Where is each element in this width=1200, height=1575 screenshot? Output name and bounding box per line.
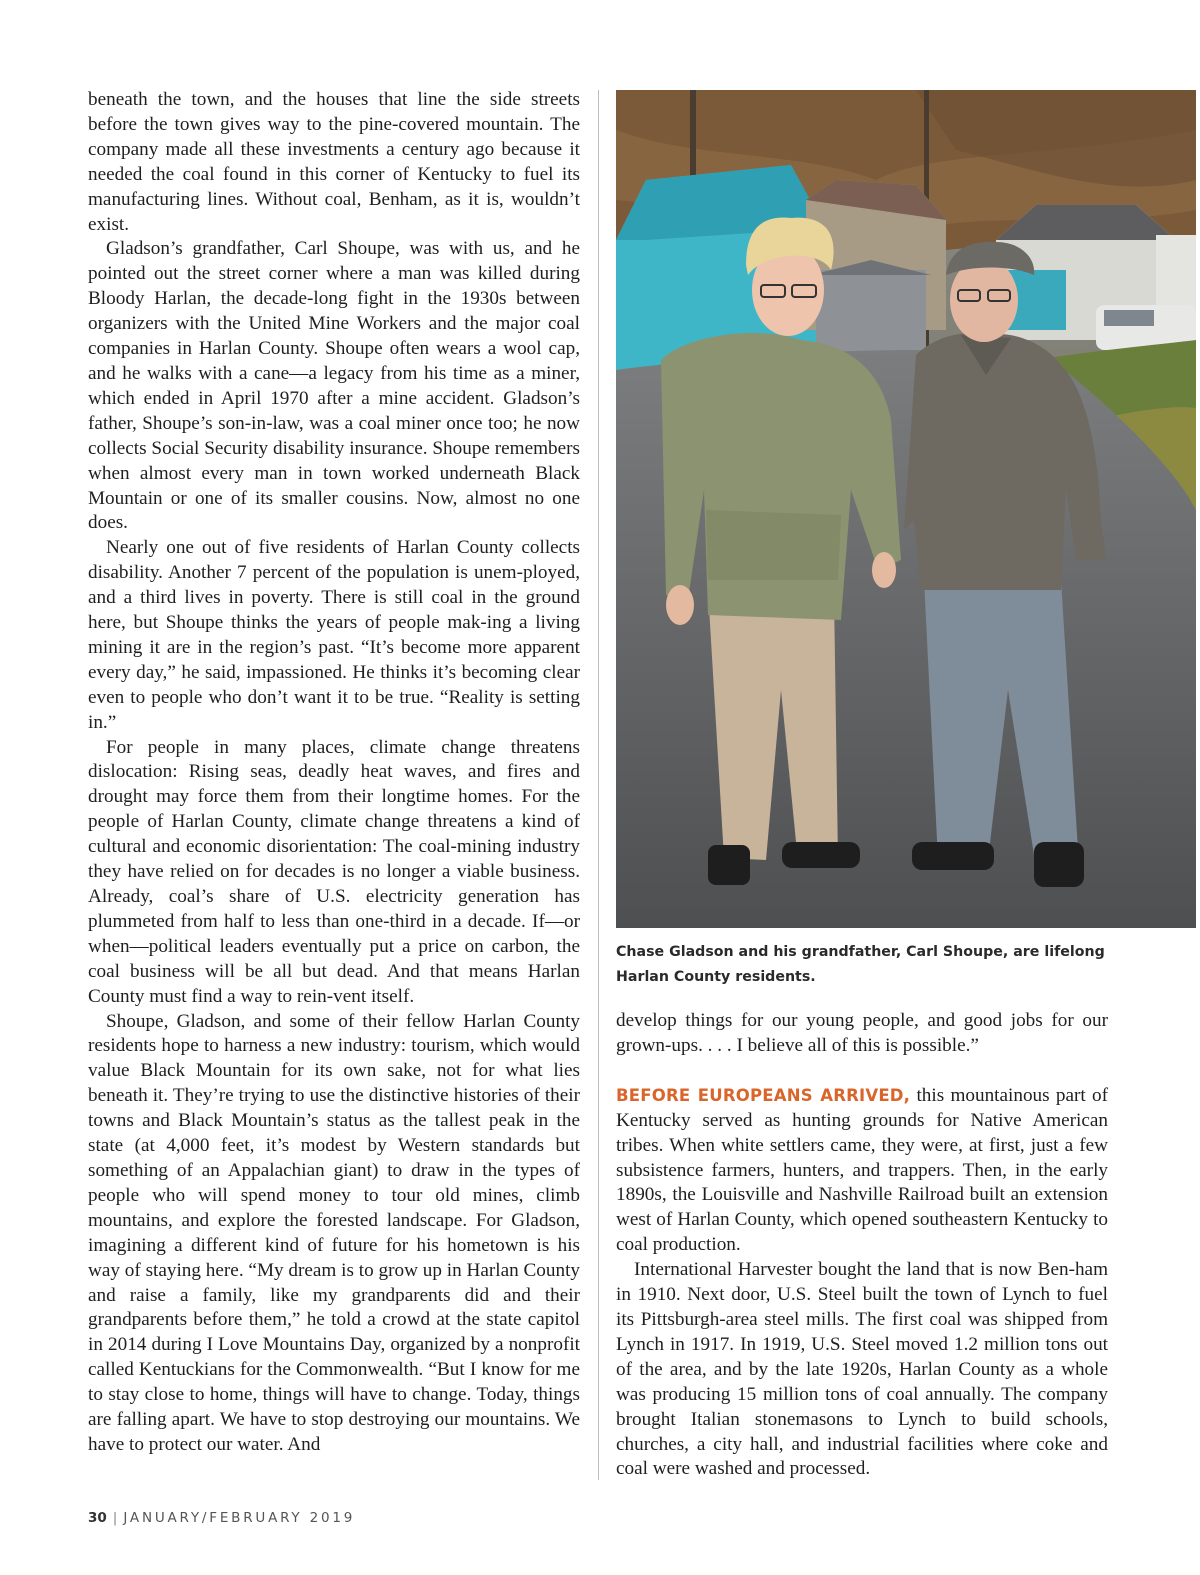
column-divider	[598, 90, 599, 1480]
paragraph: Nearly one out of five residents of Harlan County collects disability. Another 7 percent of the population is unem-ployed, and a third lives in poverty. There is still coal in the ground here, but Shoupe thinks the years of people mak-ing a living mining it are in the region’s past. “It’s become more apparent every day,” he said, impassioned. He thinks it’s becoming clear even to people who don’t want it to be true. “Reality is setting in.”	[88, 537, 580, 733]
right-text-column	[616, 1009, 1108, 1482]
paragraph: Gladson’s grandfather, Carl Shoupe, was with us, and he pointed out the street corner where a man was killed during Bloody Harlan, the decade-long fight in the 1930s between organizers with the United Mine Workers and the major coal companies in Harlan County. Shoupe often wears a wool cap, and he walks with a cane—a legacy from his time as a miner, which ended in April 1970 after a mine accident. Gladson’s father, Shoupe’s son-in-law, was a coal miner once too; he now collects Social Security disability insurance. Shoupe remembers when almost every man in town worked underneath Black Mountain or one of its smaller cousins. Now, almost no one does.	[88, 238, 580, 534]
paragraph: International Harvester bought the land that is now Ben-ham in 1910. Next door, U.S. Steel built the town of Lynch to fuel its Pittsburgh-area steel mills. The first coal was shipped from Lynch in 1917. In 1919, U.S. Steel moved 1.2 million tons out of the area, and by the late 1920s, Harlan County as a whole was producing 15 million tons of coal annually. The company brought Italian stonemasons to Lynch to build schools, churches, a city hall, and industrial facilities where coke and coal were washed and processed.	[616, 1259, 1108, 1480]
footer-separator: |	[112, 1510, 118, 1526]
paragraph: beneath the town, and the houses that line the side streets before the town gives way to the pine-covered mountain. The company made all these investments a century ago because it needed the coal found in this corner of Kentucky to fuel its manufacturing lines. Without coal, Benham, as it is, wouldn’t exist.	[88, 89, 580, 235]
page-number: 30	[88, 1510, 107, 1526]
section-lead-in: BEFORE EUROPEANS ARRIVED,	[616, 1085, 911, 1105]
page-footer	[88, 1510, 355, 1526]
section-text: this mountainous part of Kentucky served as hunting grounds for Native American tribes. When white settlers came, they were, at first, just a few subsistence farmers, hunters, and trappers. Then, in the early 1890s, the Louisville and Nashville Railroad built an extension west of Harlan County, which opened southeastern Kentucky to coal production.	[616, 1084, 1108, 1256]
paragraph: For people in many places, climate change threatens dislocation: Rising seas, deadly heat waves, and fires and drought may force them from their longtime homes. For the people of Harlan County, climate change threatens a kind of cultural and economic disorientation: The coal-mining industry they have relied on for decades is no longer a viable business. Already, coal’s share of U.S. electricity generation has plummeted from half to less than one-third in a decade. If—or when—political leaders eventually put a price on carbon, the coal business will be all but dead. And that means Harlan County must find a way to rein-vent itself.	[88, 736, 580, 1007]
issue-date: JANUARY/FEBRUARY 2019	[123, 1510, 356, 1526]
left-text-column	[88, 88, 580, 1458]
paragraph: develop things for our young people, and good jobs for our grown-ups. . . . I believe all of this is possible.”	[616, 1010, 1108, 1056]
photo-caption: Chase Gladson and his grandfather, Carl Shoupe, are lifelong Harlan County residents.	[616, 944, 1105, 985]
paragraph: Shoupe, Gladson, and some of their fellow Harlan County residents hope to harness a new industry: tourism, which would value Black Mountain for its own sake, not for what lies beneath it. They’re trying to use the distinctive histories of their towns and Black Mountain’s status as the tallest peak in the state (at 4,000 feet, it’s modest by Western standards but something of an Appalachian giant) to draw in the types of people who will spend money to tour old mines, climb mountains, and explore the forested landscape. For Gladson, imagining a different kind of future for his hometown is his way of staying here. “My dream is to grow up in Harlan County and raise a family, like my grandparents did and their grandparents before them,” he told a crowd at the state capitol in 2014 during I Love Mountains Day, organized by a nonprofit called Kentuckians for the Commonwealth. “But I know for me to stay close to home, things will have to change. Today, things are falling apart. We have to stop destroying our mountains. We have to protect our water. And	[88, 1010, 580, 1455]
section-paragraph	[616, 1084, 1108, 1258]
portrait-photo	[616, 90, 1196, 928]
